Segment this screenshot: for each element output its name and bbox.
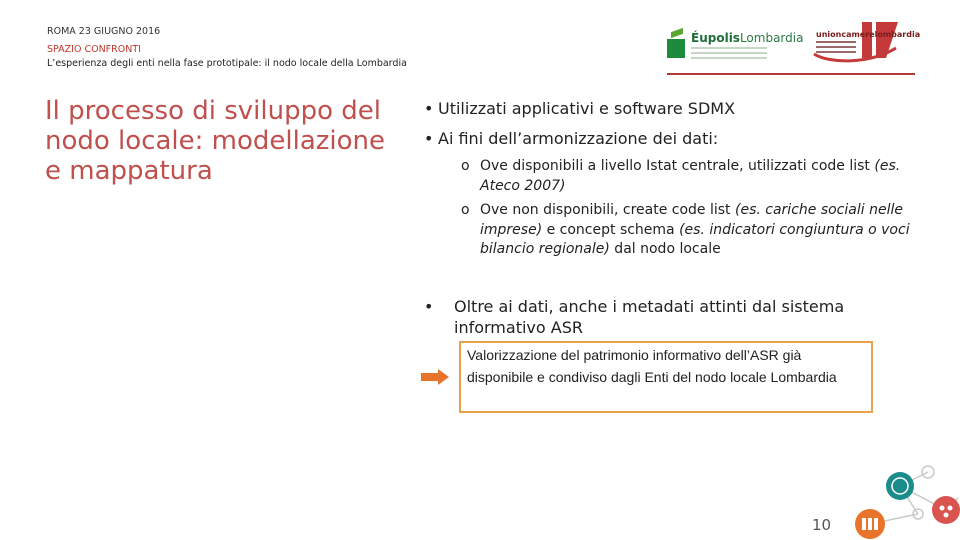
page-number: 10 bbox=[812, 516, 832, 534]
header-section: SPAZIO CONFRONTI bbox=[47, 44, 141, 55]
unioncamere-logo-text: unioncamerelombardia bbox=[816, 30, 921, 39]
network-decoration-icon bbox=[850, 458, 960, 540]
eupolis-logo-text: ÉupolisLombardia bbox=[691, 31, 804, 45]
bullet-software: • Utilizzati applicativi e software SDMX bbox=[424, 99, 736, 118]
bullet-armonizzazione: • Ai fini dell’armonizzazione dei dati: bbox=[424, 129, 719, 148]
sub-bullet-marker: o bbox=[461, 202, 470, 218]
eupolis-tagline bbox=[691, 47, 767, 62]
bullet-dot: • bbox=[424, 297, 434, 316]
header-divider bbox=[667, 73, 915, 75]
eupolis-logo bbox=[667, 27, 804, 63]
unioncamere-logo bbox=[800, 18, 921, 66]
sub-bullet-marker: o bbox=[461, 158, 470, 174]
arrow-right-icon bbox=[421, 369, 451, 385]
eupolis-mark-icon bbox=[667, 30, 687, 58]
header-subtitle: L’esperienza degli enti nella fase prototipale: il nodo locale della Lombardia bbox=[47, 58, 407, 69]
callout-box: Valorizzazione del patrimonio informativo dell’ASR già disponibile e condiviso dagli Enti del nodo locale Lombardia bbox=[459, 341, 873, 413]
bullet-dot: • bbox=[424, 99, 434, 118]
slide-title: Il processo di sviluppo del nodo locale: modellazione e mappatura bbox=[45, 96, 386, 186]
header-date: ROMA 23 GIUGNO 2016 bbox=[47, 26, 161, 37]
bullet-dot: • bbox=[424, 129, 434, 148]
